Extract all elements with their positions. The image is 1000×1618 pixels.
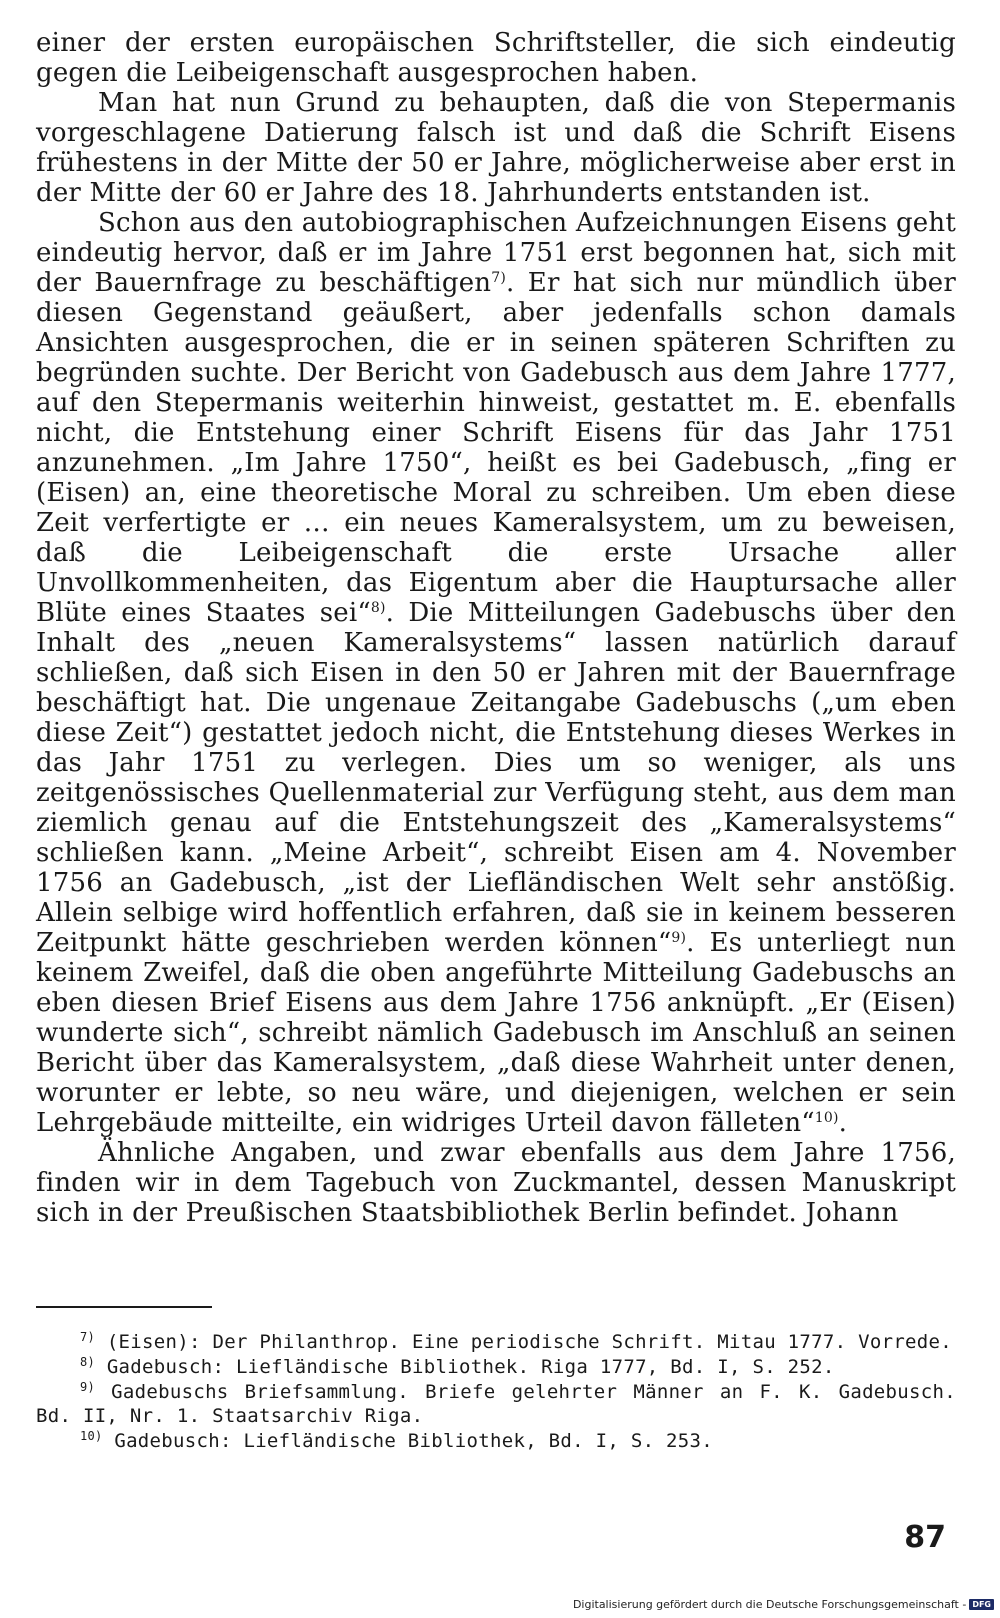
footer-text: Digitalisierung gefördert durch die Deutsche Forschungsgemeinschaft -	[572, 1598, 967, 1611]
paragraph-text: . Es unterliegt nun keinem Zweifel, daß die oben angeführte Mitteilung Gadebuschs an eben diesen Brief Eisens aus dem Jahre 1756 anknüpft. „Er (Eisen) wunderte sich“, schreibt nämlich Gadebusch im Anschluß an seinen Bericht über das Kameralsystem, „daß diese Wahrheit unter denen, worunter er lebte, so neu wäre, und diejenigen, welchen er sein Lehrgebäude mitteilte, ein widriges Urteil davon fälleten“	[36, 928, 956, 1138]
footnotes	[36, 1330, 956, 1454]
footnote	[36, 1429, 956, 1453]
footnote	[36, 1355, 956, 1379]
paragraph-text: Man hat nun Grund zu behaupten, daß die von Stepermanis vorgeschlagene Datierung falsch ist und daß die Schrift Eisens frühestens in der Mitte der 50 er Jahre, möglicherweise aber erst in der Mitte der 60 er Jahre des 18. Jahrhunderts entstanden ist.	[36, 88, 956, 208]
dfg-logo: DFG	[969, 1599, 994, 1610]
paragraph-text: Ähnliche Angaben, und zwar ebenfalls aus dem Jahre 1756, finden wir in dem Tagebuch von Zuckmantel, dessen Manuskript sich in der Preußischen Staatsbibliothek Berlin befindet. Johann	[36, 1138, 956, 1228]
footnote-mark: 8)	[80, 1355, 96, 1369]
footnote-text: Gadebusch: Liefländische Bibliothek, Bd. I, S. 253.	[114, 1430, 714, 1452]
footnote	[36, 1380, 956, 1428]
footnote-text: (Eisen): Der Philanthrop. Eine periodische Schrift. Mitau 1777. Vorrede.	[106, 1331, 953, 1353]
footnote-separator	[36, 1306, 212, 1308]
paragraph	[36, 88, 956, 208]
main-text	[36, 28, 956, 1228]
footnote-ref: 9)	[671, 930, 687, 946]
footnote-text: Gadebusch: Liefländische Bibliothek. Riga 1777, Bd. I, S. 252.	[106, 1356, 835, 1378]
footnote-text: Gadebuschs Briefsammlung. Briefe gelehrter Männer an F. K. Gadebusch. Bd. II, Nr. 1. Staatsarchiv Riga.	[36, 1381, 956, 1427]
paragraph	[36, 208, 956, 1138]
paragraph-text: . Er hat sich nur mündlich über diesen Gegenstand geäußert, aber jedenfalls schon damals Ansichten ausgesprochen, die er in seinen späteren Schriften zu begründen suchte. Der Bericht von Gadebusch aus dem Jahre 1777, auf den Stepermanis weiterhin hinweist, gestattet m. E. ebenfalls nicht, die Entstehung einer Schrift Eisens für das Jahr 1751 anzunehmen. „Im Jahre 1750“, heißt es bei Gadebusch, „fing er (Eisen) an, eine theoretische Moral zu schreiben. Um eben diese Zeit verfertigte er … ein neues Kameralsystem, um zu beweisen, daß die Leibeigenschaft die erste Ursache aller Unvollkommenheiten, das Eigentum aber die Hauptursache aller Blüte eines Staates sei“	[36, 268, 956, 628]
footnote-mark: 9)	[80, 1380, 96, 1394]
paragraph-text: . Die Mitteilungen Gadebuschs über den Inhalt des „neuen Kameralsystems“ lassen natürlich darauf schließen, daß sich Eisen in den 50 er Jahren mit der Bauernfrage beschäftigt hat. Die ungenaue Zeitangabe Gadebuschs („um eben diese Zeit“) gestattet jedoch nicht, die Entstehung dieses Werkes in das Jahr 1751 zu verlegen. Dies um so weniger, als uns zeitgenössisches Quellenmaterial zur Verfügung steht, aus dem man ziemlich genau auf die Entstehungszeit des „Kameralsystems“ schließen kann. „Meine Arbeit“, schreibt Eisen am 4. November 1756 an Gadebusch, „ist der Liefländischen Welt sehr anstößig. Allein selbige wird hoffentlich erfahren, daß sie in keinem besseren Zeitpunkt hätte geschrieben werden können“	[36, 598, 956, 958]
paragraph	[36, 1138, 956, 1228]
footnote	[36, 1330, 956, 1354]
paragraph-text: Schon aus den autobiographischen Aufzeichnungen Eisens geht eindeutig hervor, daß er im Jahre 1751 erst begonnen hat, sich mit der Bauernfrage zu beschäftigen	[36, 208, 956, 298]
footnote-ref: 8)	[370, 600, 386, 616]
footnote-mark: 10)	[80, 1429, 103, 1443]
digitization-footer	[573, 1598, 994, 1611]
paragraph	[36, 28, 956, 88]
paragraph-text: .	[838, 1108, 848, 1138]
paragraph-text: einer der ersten europäischen Schriftsteller, die sich eindeutig gegen die Leibeigenschaft ausgesprochen haben.	[36, 28, 956, 88]
page-number: 87	[904, 1520, 946, 1555]
footnote-ref: 10)	[814, 1110, 839, 1126]
footnote-ref: 7)	[491, 270, 507, 286]
footnote-mark: 7)	[80, 1330, 96, 1344]
